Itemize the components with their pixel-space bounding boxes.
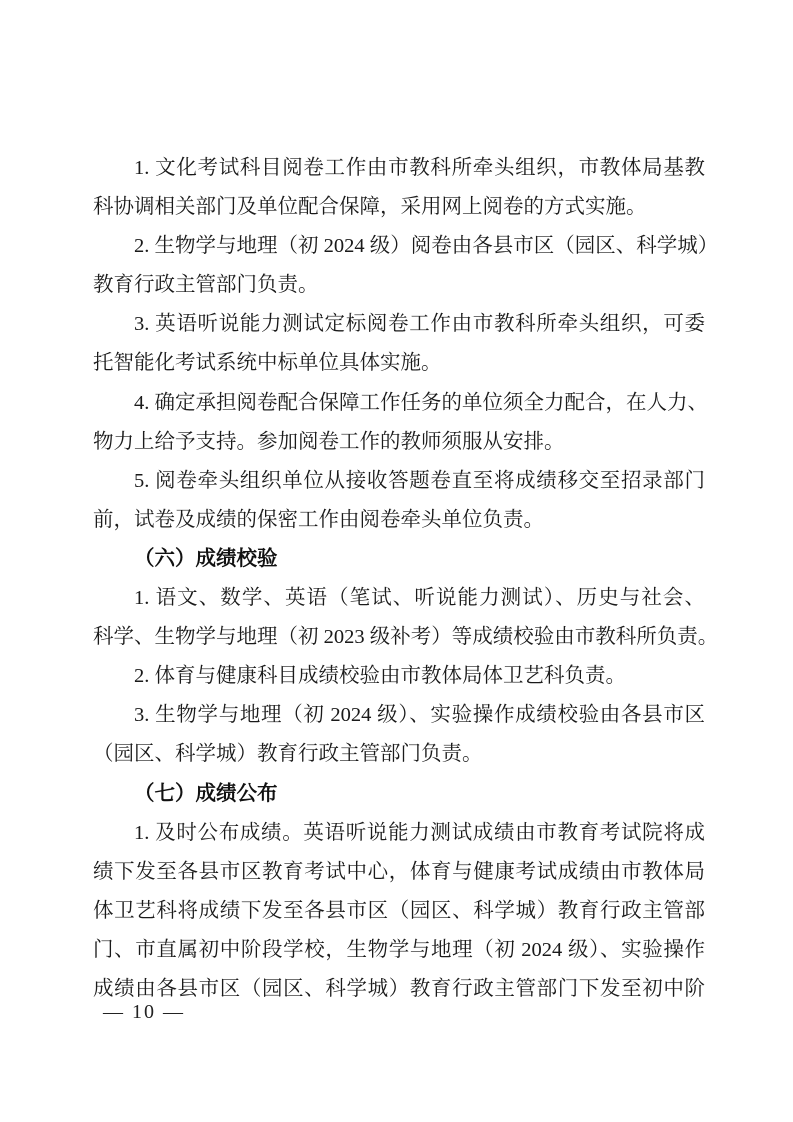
paragraph [93,384,708,462]
paragraph [93,696,705,774]
text-line: 教育行政主管部门负责。 [93,274,319,297]
text-line: 2. 生物学与地理（初 2024 级）阅卷由各县市区（园区、科学城） [134,235,719,258]
text-line: 科学、生物学与地理（初 2023 级补考）等成绩校验由市教科所负责。 [93,626,719,649]
text-line: 4. 确定承担阅卷配合保障工作任务的单位须全力配合，在人力、 [134,391,708,414]
paragraph [93,227,719,305]
text-line: 5. 阅卷牵头组织单位从接收答题卷直至将成绩移交至招录部门 [134,469,705,492]
heading-line: （七）成绩公布 [134,782,278,805]
page-number: — 10 — [103,1001,185,1023]
heading-line: （六）成绩校验 [134,547,278,570]
text-line: 1. 语文、数学、英语（笔试、听说能力测试）、历史与社会、 [134,587,705,610]
paragraph [93,462,705,540]
section-heading [93,775,705,814]
text-line: （园区、科学城）教育行政主管部门负责。 [93,743,483,766]
paragraph [93,579,719,657]
text-line: 绩下发至各县市区教育考试中心，体育与健康考试成绩由市教体局 [93,860,705,883]
text-line: 门、市直属初中阶段学校，生物学与地理（初 2024 级）、实验操作 [93,938,705,961]
text-line: 前，试卷及成绩的保密工作由阅卷牵头单位负责。 [93,508,544,531]
section-heading [93,540,705,579]
paragraph [93,814,705,1009]
document-body [93,149,719,1009]
text-line: 物力上给予支持。参加阅卷工作的教师须服从安排。 [93,430,565,453]
text-line: 体卫艺科将成绩下发至各县市区（园区、科学城）教育行政主管部 [93,899,705,922]
text-line: 3. 英语听说能力测试定标阅卷工作由市教科所牵头组织，可委 [134,313,705,336]
paragraph [93,305,705,383]
text-line: 科协调相关部门及单位配合保障，采用网上阅卷的方式实施。 [93,196,647,219]
paragraph [93,657,705,696]
paragraph [93,149,705,227]
text-line: 成绩由各县市区（园区、科学城）教育行政主管部门下发至初中阶 [93,977,705,1000]
text-line: 1. 文化考试科目阅卷工作由市教科所牵头组织，市教体局基教 [134,157,705,179]
text-line: 托智能化考试系统中标单位具体实施。 [93,352,442,375]
text-line: 3. 生物学与地理（初 2024 级）、实验操作成绩校验由各县市区 [134,704,705,727]
text-line: 2. 体育与健康科目成绩校验由市教体局体卫艺科负责。 [134,665,626,688]
text-line: 1. 及时公布成绩。英语听说能力测试成绩由市教育考试院将成 [134,821,705,844]
